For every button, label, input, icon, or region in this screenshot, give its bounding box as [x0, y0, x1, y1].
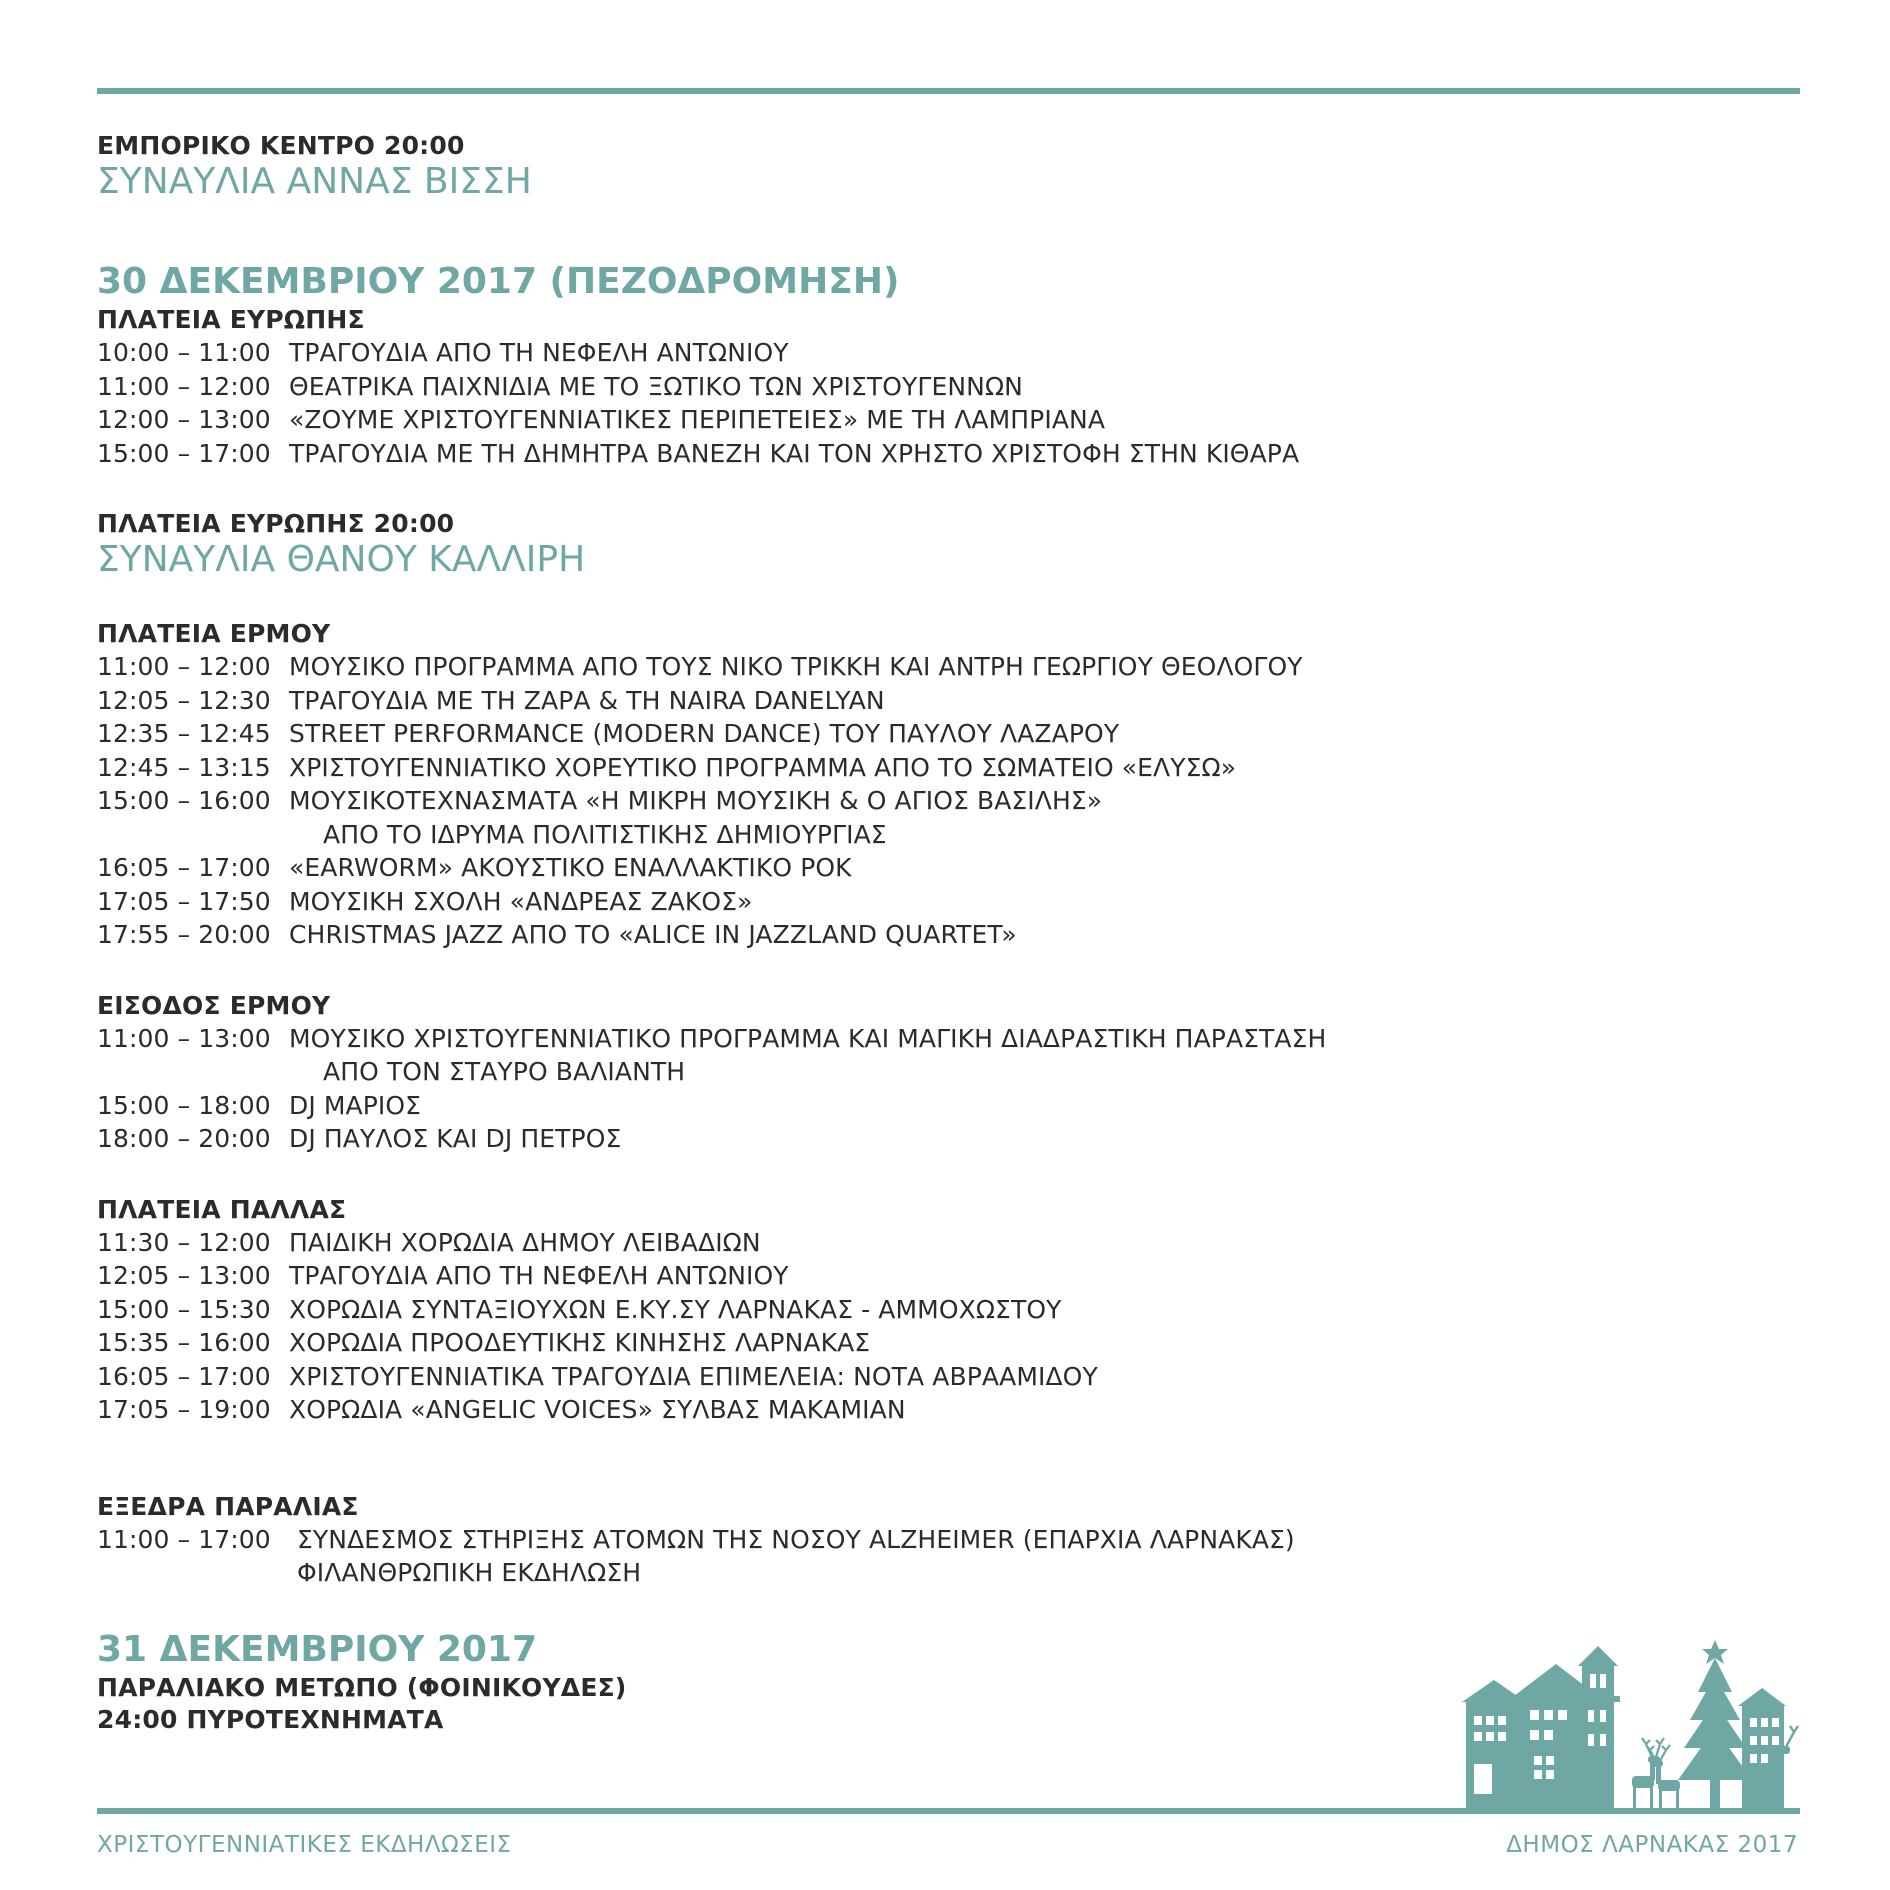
- schedule-row: [97, 851, 1797, 885]
- schedule-row: [97, 1226, 1797, 1260]
- event-description-continued: ΦΙΛΑΝΘΡΩΠΙΚΗ ΕΚΔΗΛΩΣΗ: [297, 1558, 642, 1587]
- event-description: ΤΡΑΓΟΥΔΙΑ ΑΠΟ ΤΗ ΝΕΦΕΛΗ ΑΝΤΩΝΙΟΥ: [289, 338, 789, 367]
- event-description: ΧΟΡΩΔΙΑ ΣΥΝΤΑΞΙΟΥΧΩΝ Ε.ΚΥ.ΣΥ ΛΑΡΝΑΚΑΣ - ΑΜΜΟΧΩΣΤΟΥ: [289, 1294, 1062, 1324]
- event-description: ΜΟΥΣΙΚΟ ΠΡΟΓΡΑΜΜΑ ΑΠΟ ΤΟΥΣ ΝΙΚΟ ΤΡΙΚΚΗ ΚΑΙ ΑΝΤΡΗ ΓΕΩΡΓΙΟΥ ΘΕΟΛΟΓΟΥ: [289, 652, 1303, 681]
- event-description: STREET PERFORMANCE (MODERN DANCE) ΤΟΥ ΠΑΥΛΟΥ ΛΑΖΑΡΟΥ: [289, 719, 1120, 748]
- time-range: 17:05 – 19:00: [97, 1395, 271, 1424]
- time-range: 15:00 – 15:30: [97, 1294, 271, 1324]
- schedule-row: [97, 1360, 1797, 1394]
- schedule-row: [97, 684, 1797, 718]
- event-description: ΣΥΝΔΕΣΜΟΣ ΣΤΗΡΙΞΗΣ ΑΤΟΜΩΝ ΤΗΣ ΝΟΣΟΥ ALZHEIMER (ΕΠΑΡΧΙΑ ΛΑΡΝΑΚΑΣ): [297, 1524, 1295, 1554]
- footer-title: ΧΡΙΣΤΟΥΓΕΝΝΙΑΤΙΚΕΣ ΕΚΔΗΛΩΣΕΙΣ: [97, 1832, 512, 1858]
- event-description: «EARWORM» ΑΚΟΥΣΤΙΚΟ ΕΝΑΛΛΑΚΤΙΚΟ ΡΟΚ: [289, 853, 852, 882]
- schedule-row: [97, 1293, 1797, 1327]
- schedule-row: [97, 751, 1797, 785]
- event-description: DJ ΠΑΥΛΟΣ ΚΑΙ DJ ΠΕΤΡΟΣ: [289, 1124, 622, 1153]
- schedule-row: [97, 336, 1797, 370]
- time-range: 11:00 – 13:00: [97, 1023, 271, 1053]
- time-range: 11:00 – 12:00: [97, 371, 271, 401]
- schedule-row: [97, 918, 1797, 952]
- event-description: ΜΟΥΣΙΚΟΤΕΧΝΑΣΜΑΤΑ «Η ΜΙΚΡΗ ΜΟΥΣΙΚΗ & Ο ΑΓΙΟΣ ΒΑΣΙΛΗΣ»: [289, 786, 1103, 815]
- schedule-row: [97, 885, 1797, 919]
- schedule-row: [97, 650, 1797, 684]
- intro-venue: ΕΜΠΟΡΙΚΟ ΚΕΝΤΡΟ 20:00: [97, 131, 465, 160]
- schedule-row-continuation: [97, 1556, 1797, 1590]
- venue-entrance: ΕΙΣΟΔΟΣ ΕΡΜΟΥ: [97, 990, 331, 1020]
- time-range: 15:35 – 16:00: [97, 1328, 271, 1357]
- venue-europe: ΠΛΑΤΕΙΑ ΕΥΡΩΠΗΣ: [97, 305, 365, 334]
- schedule-row: [97, 1022, 1797, 1056]
- time-range: 15:00 – 16:00: [97, 786, 271, 815]
- top-rule: [97, 88, 1800, 94]
- venue-pallas: ΠΛΑΤΕΙΑ ΠΑΛΛΑΣ: [97, 1194, 347, 1224]
- event-description: ΤΡΑΓΟΥΔΙΑ ΑΠΟ ΤΗ ΝΕΦΕΛΗ ΑΝΤΩΝΙΟΥ: [289, 1261, 789, 1290]
- event-description: ΧΡΙΣΤΟΥΓΕΝΝΙΑΤΙΚΟ ΧΟΡΕΥΤΙΚΟ ΠΡΟΓΡΑΜΜΑ ΑΠΟ ΤΟ ΣΩΜΑΤΕΙΟ «ΕΛΥΣΩ»: [289, 752, 1237, 782]
- schedule-row: [97, 1523, 1797, 1557]
- venue-seafront: ΠΑΡΑΛΙΑΚΟ ΜΕΤΩΠΟ (ΦΟΙΝΙΚΟΥΔΕΣ): [97, 1672, 627, 1702]
- time-range: 12:05 – 12:30: [97, 685, 271, 715]
- event-description-continued: ΑΠΟ ΤΟ ΙΔΡΥΜΑ ΠΟΛΙΤΙΣΤΙΚΗΣ ΔΗΜΙΟΥΡΓΙΑΣ: [323, 819, 887, 849]
- schedule-ermou: [97, 650, 1797, 952]
- venue-exedra: ΕΞΕΔΡΑ ΠΑΡΑΛΙΑΣ: [97, 1491, 359, 1521]
- event-description: ΧΡΙΣΤΟΥΓΕΝΝΙΑΤΙΚΑ ΤΡΑΓΟΥΔΙΑ ΕΠΙΜΕΛΕΙΑ: ΝΟΤΑ ΑΒΡΑΑΜΙΔΟΥ: [289, 1361, 1098, 1391]
- schedule-row: [97, 1122, 1797, 1156]
- schedule-exedra: [97, 1523, 1797, 1590]
- event-description: ΠΑΙΔΙΚΗ ΧΟΡΩΔΙΑ ΔΗΜΟΥ ΛΕΙΒΑΔΙΩΝ: [289, 1227, 761, 1257]
- event-description-continued: ΑΠΟ ΤΟΝ ΣΤΑΥΡΟ ΒΑΛΙΑΝΤΗ: [323, 1057, 686, 1086]
- programme: [97, 130, 1797, 1736]
- time-range: 15:00 – 18:00: [97, 1090, 271, 1120]
- time-range: 11:00 – 12:00: [97, 652, 271, 681]
- event-description: ΧΟΡΩΔΙΑ «ANGELIC VOICES» ΣΥΛΒΑΣ ΜΑΚΑΜΙΑΝ: [289, 1395, 906, 1424]
- event-description: ΜΟΥΣΙΚΗ ΣΧΟΛΗ «ΑΝΔΡΕΑΣ ΖΑΚΟΣ»: [289, 886, 753, 916]
- time-range: 16:05 – 17:00: [97, 1361, 271, 1391]
- intro-concert: ΣΥΝΑΥΛΙΑ ΑΝΝΑΣ ΒΙΣΣΗ: [97, 161, 532, 202]
- time-range: 12:05 – 13:00: [97, 1261, 271, 1290]
- christmas-town-skyline-icon: [1460, 1640, 1800, 1810]
- time-range: 11:30 – 12:00: [97, 1227, 271, 1257]
- event-description: ΤΡΑΓΟΥΔΙΑ ΜΕ ΤΗ ΔΗΜΗΤΡΑ ΒΑΝΕΖΗ ΚΑΙ ΤΟΝ ΧΡΗΣΤΟ ΧΡΙΣΤΟΦΗ ΣΤΗΝ ΚΙΘΑΡΑ: [289, 438, 1300, 468]
- schedule-entrance: [97, 1022, 1797, 1156]
- bottom-rule: [97, 1808, 1800, 1814]
- event-description: «ΖΟΥΜΕ ΧΡΙΣΤΟΥΓΕΝΝΙΑΤΙΚΕΣ ΠΕΡΙΠΕΤΕΙΕΣ» ΜΕ ΤΗ ΛΑΜΠΡΙΑΝΑ: [289, 405, 1106, 434]
- schedule-row: [97, 370, 1797, 404]
- time-range: 15:00 – 17:00: [97, 438, 271, 468]
- schedule-europe: [97, 336, 1797, 470]
- schedule-row: [97, 403, 1797, 437]
- time-range: 12:35 – 12:45: [97, 719, 271, 748]
- schedule-row-continuation: [97, 1055, 1797, 1089]
- time-range: 12:00 – 13:00: [97, 405, 271, 434]
- europe-concert-venue: ΠΛΑΤΕΙΑ ΕΥΡΩΠΗΣ 20:00: [97, 509, 455, 538]
- time-range: 18:00 – 20:00: [97, 1124, 271, 1153]
- schedule-row: [97, 1326, 1797, 1360]
- time-range: 17:05 – 17:50: [97, 886, 271, 916]
- time-range: 12:45 – 13:15: [97, 752, 271, 782]
- event-description: CHRISTMAS JAZZ ΑΠΟ ΤΟ «ALICE IN JAZZLAND QUARTET»: [289, 920, 1017, 949]
- event-description: ΧΟΡΩΔΙΑ ΠΡΟΟΔΕΥΤΙΚΗΣ ΚΙΝΗΣΗΣ ΛΑΡΝΑΚΑΣ: [289, 1328, 871, 1357]
- schedule-row: [97, 784, 1797, 818]
- schedule-row: [97, 437, 1797, 471]
- europe-concert: ΣΥΝΑΥΛΙΑ ΘΑΝΟΥ ΚΑΛΛΙΡΗ: [97, 539, 586, 580]
- event-description: ΤΡΑΓΟΥΔΙΑ ΜΕ ΤΗ ΖΑΡΑ & ΤΗ NAIRA DANELYAN: [289, 685, 885, 715]
- time-range: 16:05 – 17:00: [97, 853, 271, 882]
- time-range: 17:55 – 20:00: [97, 920, 271, 949]
- schedule-row: [97, 717, 1797, 751]
- date-31: 31 ΔΕΚΕΜΒΡΙΟΥ 2017: [97, 1628, 538, 1670]
- schedule-row: [97, 1089, 1797, 1123]
- event-description: ΘΕΑΤΡΙΚΑ ΠΑΙΧΝΙΔΙΑ ΜΕ ΤΟ ΞΩΤΙΚΟ ΤΩΝ ΧΡΙΣΤΟΥΓΕΝΝΩΝ: [289, 371, 1023, 401]
- schedule-row-continuation: [97, 818, 1797, 852]
- event-description: ΜΟΥΣΙΚΟ ΧΡΙΣΤΟΥΓΕΝΝΙΑΤΙΚΟ ΠΡΟΓΡΑΜΜΑ ΚΑΙ ΜΑΓΙΚΗ ΔΙΑΔΡΑΣΤΙΚΗ ΠΑΡΑΣΤΑΣΗ: [289, 1023, 1327, 1053]
- schedule-pallas: [97, 1226, 1797, 1427]
- venue-ermou: ΠΛΑΤΕΙΑ ΕΡΜΟΥ: [97, 619, 331, 648]
- date-30: 30 ΔΕΚΕΜΒΡΙΟΥ 2017 (ΠΕΖΟΔΡΟΜΗΣΗ): [97, 261, 900, 302]
- event-description: DJ ΜΑΡΙΟΣ: [289, 1090, 422, 1120]
- fireworks-event: 24:00 ΠΥΡΟΤΕΧΝΗΜΑΤΑ: [97, 1704, 444, 1734]
- time-range: 11:00 – 17:00: [97, 1524, 271, 1554]
- schedule-row: [97, 1259, 1797, 1293]
- footer-municipality: ΔΗΜΟΣ ΛΑΡΝΑΚΑΣ 2017: [1506, 1832, 1798, 1858]
- schedule-row: [97, 1393, 1797, 1427]
- time-range: 10:00 – 11:00: [97, 338, 271, 367]
